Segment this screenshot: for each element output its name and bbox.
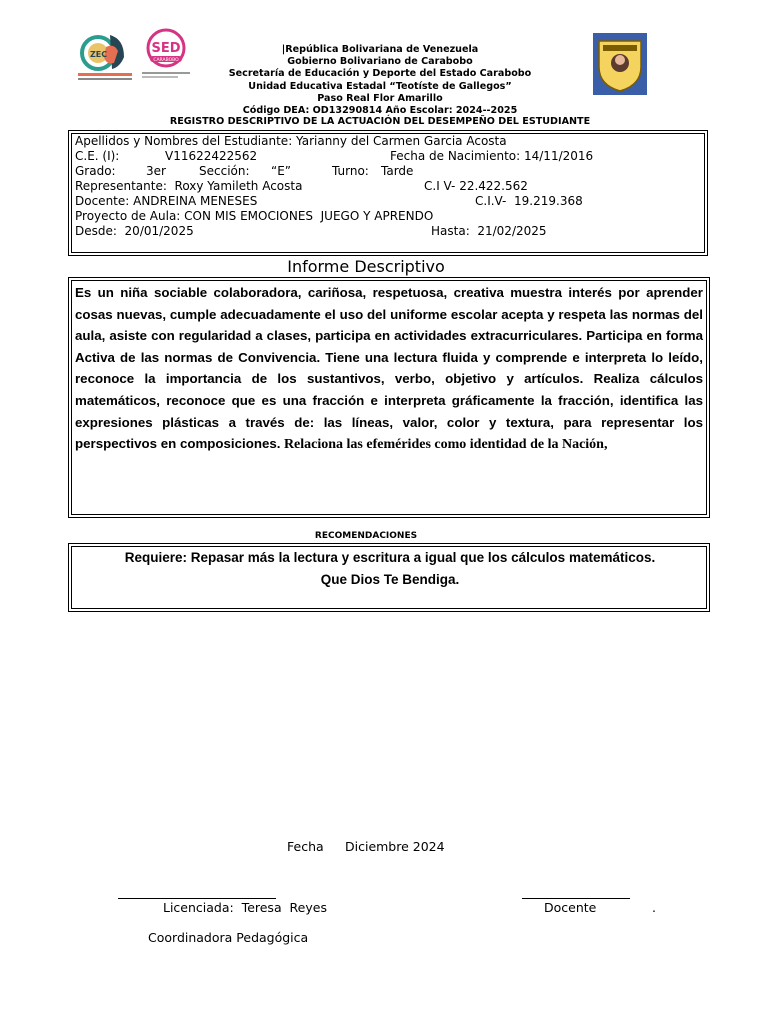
student-name: Apellidos y Nombres del Estudiante: Yarianny del Carmen Garcia Acosta — [75, 134, 507, 148]
header-line: |República Bolivariana de Venezuela — [281, 44, 479, 55]
teacher-ci: C.I.V- 19.219.368 — [475, 194, 583, 208]
coordinator-signature-line — [118, 898, 276, 899]
representative: Representante: Roxy Yamileth Acosta — [75, 179, 303, 193]
header-line: Paso Real Flor Amarillo — [317, 92, 443, 104]
ce-label: C.E. (I): — [75, 149, 120, 163]
sed-carabobo-logo — [138, 28, 194, 84]
school-emblem — [593, 33, 647, 95]
section-label: Sección: — [199, 164, 250, 178]
report-body-end: Relaciona las efemérides como identidad de la Nación, — [280, 437, 608, 453]
recommendation-line: Requiere: Repasar más la lectura y escritura a igual que los cálculos matemáticos. — [124, 550, 656, 565]
svg-text:ZEC: ZEC — [90, 50, 108, 59]
trailing-dot: . — [652, 900, 656, 915]
report-body — [75, 282, 703, 456]
date-value: Diciembre 2024 — [345, 839, 445, 854]
section-value: “E” — [271, 164, 292, 178]
zec-logo — [76, 29, 134, 85]
report-heading: Informe Descriptivo — [287, 257, 445, 276]
recommendations-box — [68, 543, 710, 612]
coordinator-role: Coordinadora Pedagógica — [148, 930, 309, 945]
recommendations-heading: RECOMENDACIONES — [314, 531, 418, 541]
header-line: Unidad Educativa Estadal “Teotíste de Gallegos” — [248, 80, 512, 92]
report-title: REGISTRO DESCRIPTIVO DE LA ACTUACIÓN DEL DESEMPEÑO DEL ESTUDIANTE — [169, 116, 591, 127]
report-body-text: Es un niña sociable colaboradora, cariñosa, respetuosa, creativa muestra interés por aprender cosas nuevas, cumple adecuadamente el uso del uniforme escolar acepta y respeta las normas del aula, asiste con regularidad a clases, participa en actividades extracurriculares. Participa en forma Activa de las normas de Convivencia. Tiene una lectura fluida y comprende e interpreta lo leído, reconoce la importancia de los sustantivos, verbo, objetivo y artículos. Realiza cálculos matemáticos, reconoce que es una fracción e interpreta gráficamente la fracción, identifica las expresiones plásticas a través de: las líneas, valor, color y textura, para representar los perspectivos en composiciones. — [75, 285, 703, 452]
shift-label: Turno: — [332, 164, 369, 178]
coordinator-name: Licenciada: Teresa Reyes — [163, 900, 327, 915]
student-info-box — [68, 130, 708, 256]
teacher-signature-line — [522, 898, 630, 899]
shift-value: Tarde — [381, 164, 414, 178]
svg-text:SED: SED — [151, 41, 181, 56]
birth-date: Fecha de Nacimiento: 14/11/2016 — [390, 149, 594, 163]
header-line: Gobierno Bolivariano de Carabobo — [287, 56, 473, 68]
grade-value: 3er — [146, 164, 166, 178]
date-label: Fecha — [287, 839, 324, 854]
representative-ci: C.I V- 22.422.562 — [424, 179, 528, 193]
header-line: Secretaría de Educación y Deporte del Estado Carabobo — [228, 68, 532, 80]
ce-value: V11622422562 — [165, 149, 258, 163]
date-to: Hasta: 21/02/2025 — [431, 224, 547, 238]
teacher-role: Docente — [544, 900, 597, 915]
date-from: Desde: 20/01/2025 — [75, 224, 194, 238]
blessing-line: Que Dios Te Bendiga. — [320, 572, 460, 587]
grade-label: Grado: — [75, 164, 116, 178]
svg-text:CARABOBO: CARABOBO — [153, 58, 179, 63]
class-project: Proyecto de Aula: CON MIS EMOCIONES JUEGO Y APRENDO — [75, 209, 434, 223]
institution-header — [169, 44, 591, 127]
recommendations-text — [69, 547, 711, 591]
header-line: Código DEA: OD13290814 Año Escolar: 2024--2025 — [242, 105, 518, 117]
report-box — [68, 277, 710, 518]
teacher: Docente: ANDREINA MENESES — [75, 194, 258, 208]
